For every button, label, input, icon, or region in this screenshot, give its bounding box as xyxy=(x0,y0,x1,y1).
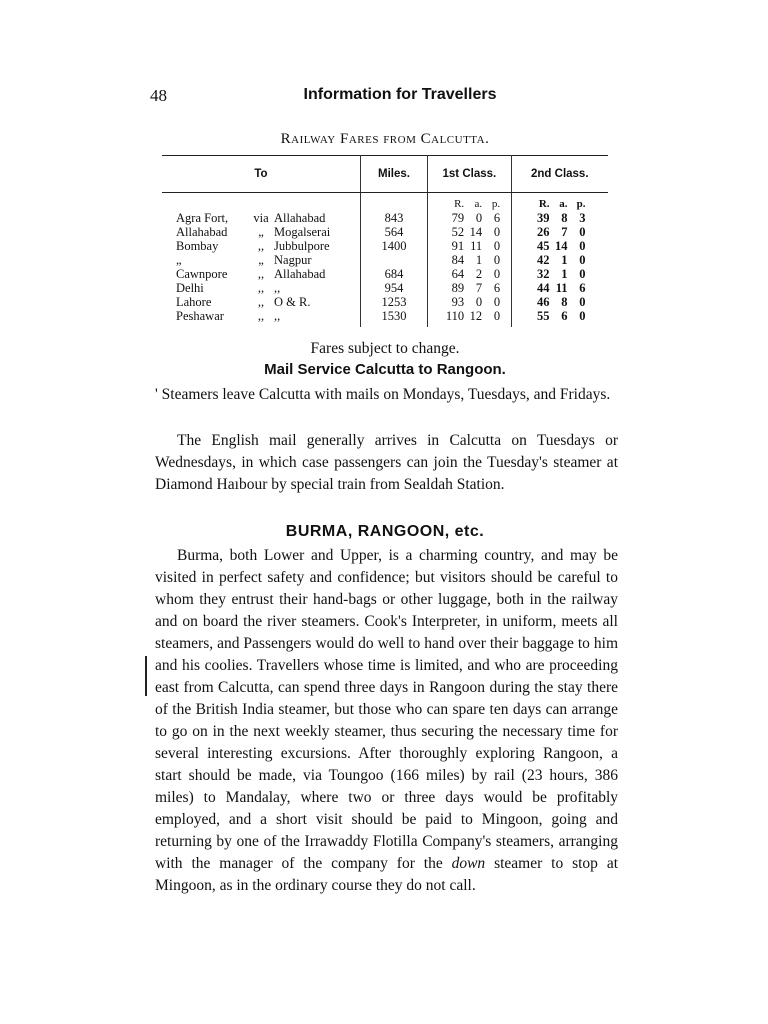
route: Nagpur xyxy=(274,253,312,267)
destination: Lahore xyxy=(176,295,212,309)
second-class-fare xyxy=(511,281,608,295)
table-row xyxy=(162,211,608,225)
fares-table-body xyxy=(162,193,608,328)
destination-cell xyxy=(162,253,360,267)
column-header-second-class: 2nd Class. xyxy=(511,156,608,193)
miles-cell xyxy=(360,253,427,267)
via-mark: ,, xyxy=(257,281,265,295)
margin-mark xyxy=(145,656,147,696)
route: Jubbulpore xyxy=(274,239,330,253)
second-class-units xyxy=(511,193,608,212)
mail-service-heading: Mail Service Calcutta to Rangoon. xyxy=(264,361,506,378)
rupees: 45 xyxy=(537,239,550,253)
via-mark: via xyxy=(253,211,269,225)
first-class-fare xyxy=(428,239,511,253)
pies: 0 xyxy=(493,295,501,309)
destination: Bombay xyxy=(176,239,219,253)
pies: 0 xyxy=(493,239,501,253)
via-mark: ,, xyxy=(257,239,265,253)
fares-table-title: Railway Fares from Calcutta. xyxy=(280,131,490,147)
destination-cell xyxy=(162,239,360,253)
destination: Agra Fort, xyxy=(176,211,229,225)
mail-paragraph-1-text: ' Steamers leave Calcutta with mails on Mondays, Tuesdays, and Fridays. xyxy=(155,386,611,403)
pies: 0 xyxy=(579,295,586,309)
route: ,, xyxy=(274,281,281,295)
first-class-units xyxy=(428,193,511,212)
unit-rupees: R. xyxy=(538,198,550,210)
miles-cell: 1530 xyxy=(360,309,427,327)
pies: 3 xyxy=(579,211,586,225)
unit-annas: a. xyxy=(559,198,568,210)
pies: 0 xyxy=(493,309,501,323)
running-title: Information for Travellers xyxy=(303,86,497,103)
miles-cell: 843 xyxy=(360,211,427,225)
unit-header-row xyxy=(162,193,608,212)
rupees: 55 xyxy=(537,309,550,323)
miles-cell: 564 xyxy=(360,225,427,239)
page-number: 48 xyxy=(150,86,167,105)
first-class-fare xyxy=(428,281,511,295)
miles-cell: 1253 xyxy=(360,295,427,309)
annas: 2 xyxy=(475,267,483,281)
table-row xyxy=(162,281,608,295)
annas: 0 xyxy=(475,211,483,225)
second-class-fare xyxy=(511,239,608,253)
rupees: 39 xyxy=(537,211,550,225)
rupees: 79 xyxy=(451,211,465,225)
burma-paragraph-text xyxy=(155,545,618,897)
route: O & R. xyxy=(274,295,311,309)
burma-paragraph-end: steamer to stop at Mingoon, as in the ordinary course they do not call. xyxy=(155,855,619,894)
destination: Peshawar xyxy=(176,309,224,323)
table-row xyxy=(162,295,608,309)
destination: Cawnpore xyxy=(176,267,228,281)
rupees: 46 xyxy=(537,295,550,309)
first-class-fare xyxy=(428,211,511,225)
second-class-fare xyxy=(511,295,608,309)
pies: 0 xyxy=(493,267,501,281)
second-class-fare xyxy=(511,309,608,327)
table-row xyxy=(162,239,608,253)
pies: 6 xyxy=(493,281,501,295)
pies: 0 xyxy=(579,267,586,281)
annas: 7 xyxy=(475,281,483,295)
fares-table-header-row xyxy=(162,156,608,193)
first-class-fare xyxy=(428,309,511,327)
fares-table xyxy=(162,155,608,327)
route: Allahabad xyxy=(274,267,326,281)
rupees: 84 xyxy=(451,253,465,267)
via-mark: „ xyxy=(258,253,264,267)
column-header-to: To xyxy=(162,156,360,193)
table-row xyxy=(162,309,608,327)
burma-paragraph-emphasis: down xyxy=(451,855,486,872)
destination-cell xyxy=(162,295,360,309)
rupees: 91 xyxy=(451,239,465,253)
destination-cell xyxy=(162,309,360,327)
via-mark: ,, xyxy=(257,295,265,309)
via-mark: ,, xyxy=(257,267,265,281)
pies: 6 xyxy=(579,281,586,295)
rupees: 89 xyxy=(451,281,465,295)
page-header xyxy=(150,86,620,110)
table-row xyxy=(162,225,608,239)
pies: 6 xyxy=(493,211,501,225)
route: Mogalserai xyxy=(274,225,331,239)
destination: Delhi xyxy=(176,281,204,295)
second-class-fare xyxy=(511,253,608,267)
pies: 0 xyxy=(579,309,586,323)
pies: 0 xyxy=(493,225,501,239)
column-header-miles: Miles. xyxy=(360,156,427,193)
first-class-fare xyxy=(428,253,511,267)
pies: 0 xyxy=(493,253,501,267)
destination-cell xyxy=(162,225,360,239)
annas: 12 xyxy=(469,309,483,323)
mail-paragraph-2-text: The English mail generally arrives in Calcutta on Tuesdays or Wednesdays, in which case passengers can join the Tuesday's steamer at Diamond Haıbour by special train from Sealdah Station. xyxy=(155,432,618,493)
annas: 8 xyxy=(561,211,568,225)
via-mark: „ xyxy=(258,225,264,239)
unit-pies: p. xyxy=(491,198,501,210)
destination: „ xyxy=(176,253,182,267)
route: Allahabad xyxy=(274,211,326,225)
first-class-fare xyxy=(428,295,511,309)
route: ,, xyxy=(274,309,281,323)
unit-annas: a. xyxy=(474,198,483,210)
burma-heading: BURMA, RANGOON, etc. xyxy=(285,523,485,540)
unit-rupees: R. xyxy=(454,198,465,210)
annas: 8 xyxy=(561,295,568,309)
fares-note: Fares subject to change. xyxy=(310,340,460,357)
pies: 0 xyxy=(579,239,586,253)
second-class-fare xyxy=(511,225,608,239)
first-class-fare xyxy=(428,225,511,239)
annas: 11 xyxy=(555,281,568,295)
table-row xyxy=(162,267,608,281)
rupees: 44 xyxy=(537,281,550,295)
destination: Allahabad xyxy=(176,225,228,239)
pies: 0 xyxy=(579,253,586,267)
burma-paragraph xyxy=(155,545,618,897)
rupees: 52 xyxy=(451,225,465,239)
via-mark: ,, xyxy=(257,309,265,323)
rupees: 42 xyxy=(537,253,550,267)
destination-cell xyxy=(162,211,360,225)
first-class-fare xyxy=(428,267,511,281)
rupees: 64 xyxy=(451,267,465,281)
pies: 0 xyxy=(579,225,586,239)
annas: 1 xyxy=(561,267,568,281)
column-header-first-class: 1st Class. xyxy=(428,156,511,193)
annas: 1 xyxy=(561,253,568,267)
annas: 14 xyxy=(555,239,568,253)
rupees: 110 xyxy=(445,309,465,323)
mail-paragraph-2 xyxy=(155,430,618,496)
annas: 0 xyxy=(475,295,483,309)
rupees: 93 xyxy=(451,295,465,309)
annas: 1 xyxy=(475,253,483,267)
rupees: 26 xyxy=(537,225,550,239)
miles-cell: 954 xyxy=(360,281,427,295)
annas: 11 xyxy=(470,239,483,253)
destination-cell xyxy=(162,281,360,295)
table-row xyxy=(162,253,608,267)
second-class-fare xyxy=(511,211,608,225)
rupees: 32 xyxy=(537,267,550,281)
second-class-fare xyxy=(511,267,608,281)
annas: 6 xyxy=(561,309,568,323)
destination-cell xyxy=(162,267,360,281)
annas: 14 xyxy=(469,225,483,239)
miles-cell: 1400 xyxy=(360,239,427,253)
annas: 7 xyxy=(561,225,568,239)
miles-cell: 684 xyxy=(360,267,427,281)
mail-paragraph-1 xyxy=(155,384,618,406)
burma-paragraph-body: Burma, both Lower and Upper, is a charming country, and may be visited in perfect safety and confidence; but visitors should be careful to whom they entrust their hand-bags or other luggage, both in the railway and on board the river steamers. Cook's Interpreter, in uniform, meets all steamers, and Passengers would do well to hand over their baggage to him and his coolies. Travellers whose time is limited, and who are proceeding east from Calcutta, can spend three days in Rangoon during the stay there of the British India steamer, but those who can spare ten days can arrange to go on in the next weekly steamer, thus securing the necessary time for several interesting excursions. After thoroughly exploring Rangoon, a start should be made, via Toungoo (166 miles) by rail (23 hours, 386 miles) to Mandalay, where two or three days would be profitably employed, and a short visit should be paid to Mingoon, going and returning by one of the Irrawaddy Flotilla Company's steamers, arranging with the manager of the company for the xyxy=(155,547,618,872)
unit-pies: p. xyxy=(576,198,586,210)
